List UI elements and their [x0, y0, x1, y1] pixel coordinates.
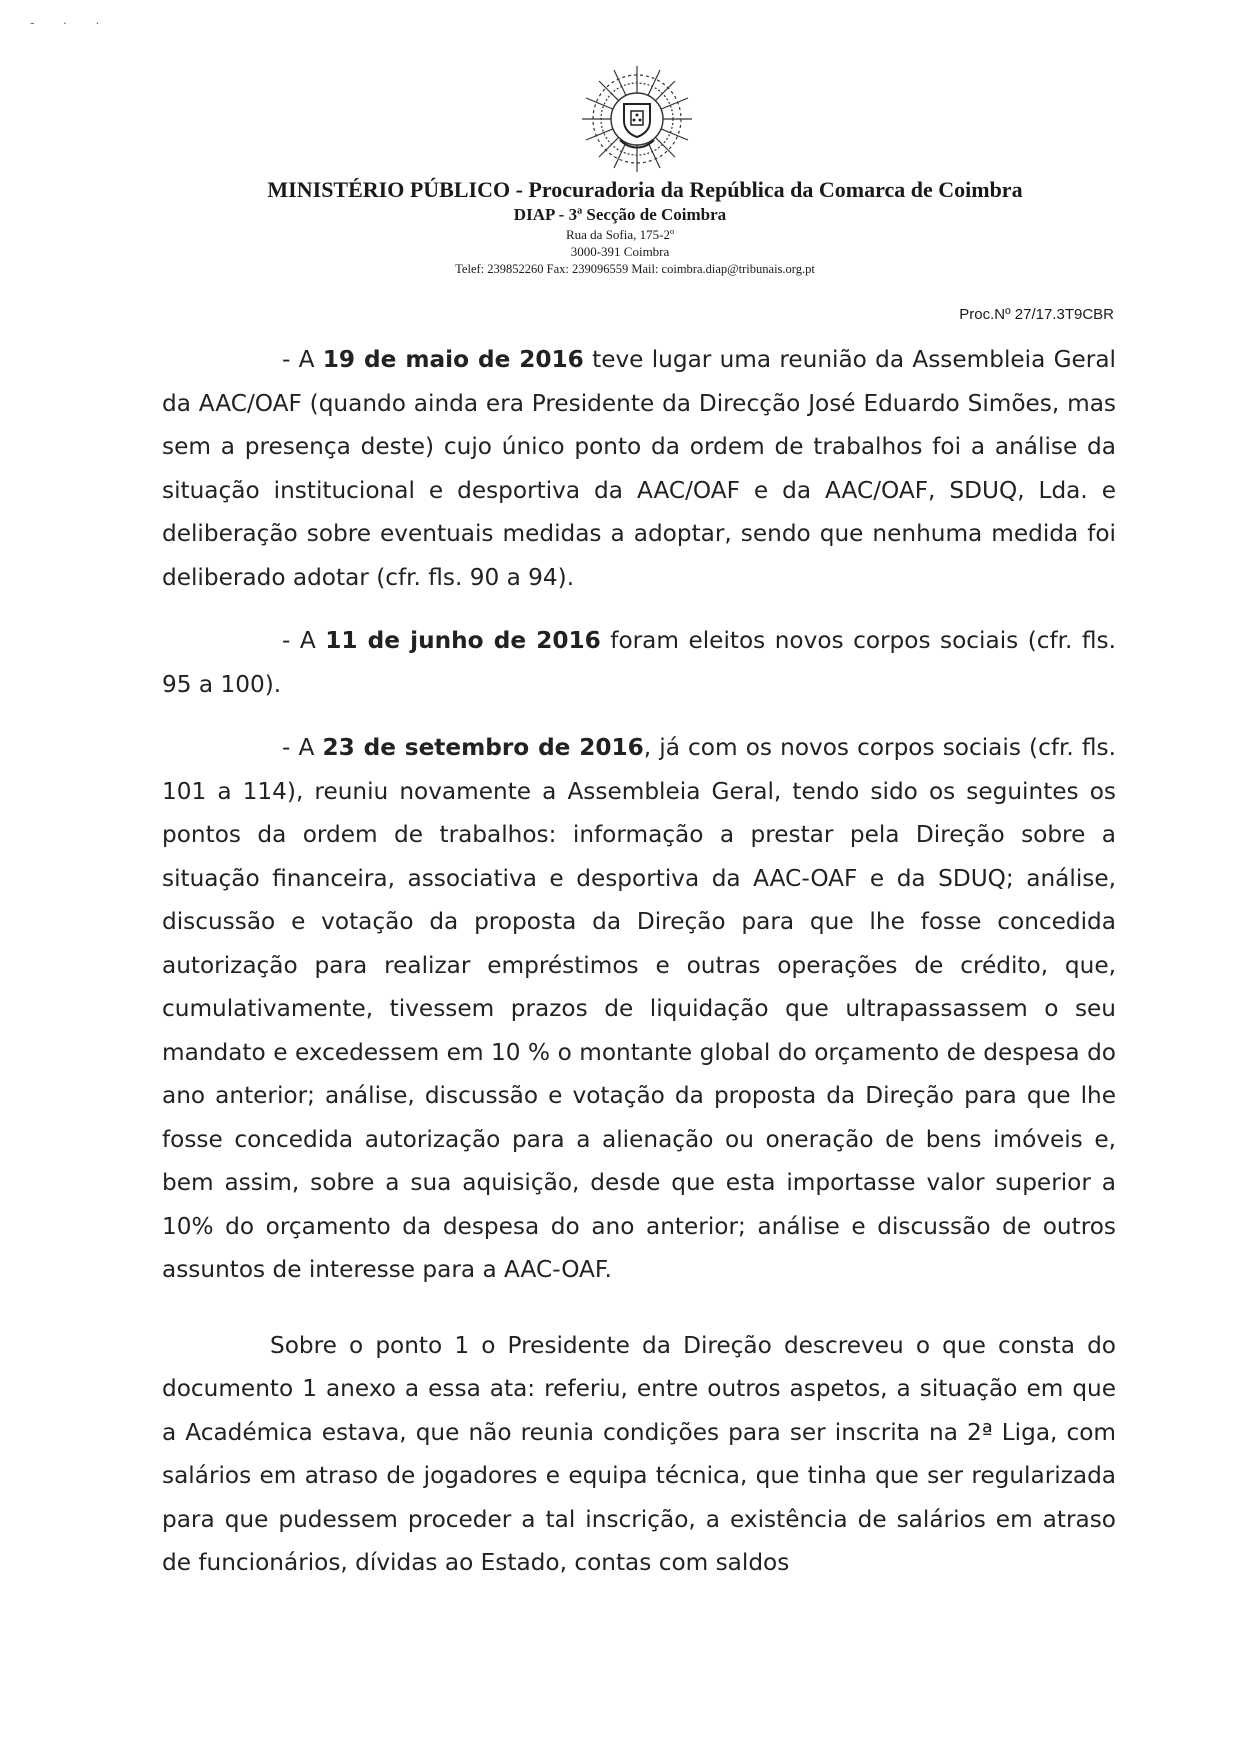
- paragraph-text: foram eleitos novos corpos sociais (cfr. fls. 95 a 100).: [162, 627, 1116, 698]
- postal-code: 3000-391 Coimbra: [570, 244, 670, 259]
- paragraph-text: , já com os novos corpos sociais (cfr. fls. 101 a 114), reuniu novamente a Assembleia Geral, tendo sido os seguintes os pontos da ordem de trabalhos: informação a prestar pela Direção sobre a situação financeira, associativa e desportiva da AAC-OAF e da SDUQ; análise, discussão e votação da proposta da Direção para que lhe fosse concedida autorização para realizar empréstimos e outras operações de crédito, que, cumulativamente, tivessem prazos de liquidação que ultrapassassem o seu mandato e excedessem em 10 % o montante global do orçamento de despesa do ano anterior; análise, discussão e votação da proposta da Direção para que lhe fosse concedida autorização para a alienação ou oneração de bens imóveis e, bem assim, sobre a sua aquisição, desde que esta importasse valor superior a 10% do orçamento da despesa do ano anterior; análise e discussão de outros assuntos de interesse para a AAC-OAF.: [162, 734, 1116, 1283]
- section-name: DIAP - 3ª Secção de Coimbra: [513, 205, 727, 224]
- paragraph-may-2016: [162, 338, 1116, 599]
- date-highlight: 23 de setembro de 2016: [322, 734, 644, 761]
- scan-marks: - · ·: [30, 14, 112, 30]
- date-highlight: 19 de maio de 2016: [322, 346, 584, 373]
- contact-line: Telef: 239852260 Fax: 239096559 Mail: coimbra.diap@tribunais.org.pt: [455, 262, 815, 276]
- process-number: Proc.Nº 27/17.3T9CBR: [959, 306, 1114, 323]
- paragraph-prefix: - A: [282, 346, 323, 373]
- coat-of-arms-icon: [574, 62, 700, 176]
- date-highlight: 11 de junho de 2016: [325, 627, 601, 654]
- paragraph-prefix: - A: [282, 734, 323, 761]
- institution-title: MINISTÉRIO PÚBLICO - Procuradoria da República da Comarca de Coimbra: [267, 177, 1023, 202]
- paragraph-june-2016: [162, 619, 1116, 706]
- paragraph-text: teve lugar uma reunião da Assembleia Geral da AAC/OAF (quando ainda era Presidente da Direcção José Eduardo Simões, mas sem a presença deste) cujo único ponto da ordem de trabalhos foi a análise da situação institucional e desportiva da AAC/OAF e da AAC/OAF, SDUQ, Lda. e deliberação sobre eventuais medidas a adoptar, sendo que nenhuma medida foi deliberado adotar (cfr. fls. 90 a 94).: [162, 346, 1116, 591]
- letterhead: [0, 176, 1240, 278]
- paragraph-september-2016: [162, 726, 1116, 1292]
- document-body: [162, 338, 1116, 1605]
- paragraph-prefix: - A: [282, 627, 326, 654]
- paragraph-point-1: Sobre o ponto 1 o Presidente da Direção descreveu o que consta do documento 1 anexo a essa ata: referiu, entre outros aspetos, a situação em que a Académica estava, que não reunia condições para ser inscrita na 2ª Liga, com salários em atraso de jogadores e equipa técnica, que tinha que ser regularizada para que pudessem proceder a tal inscrição, a existência de salários em atraso de funcionários, dívidas ao Estado, contas com saldos: [162, 1331, 1116, 1576]
- street-address: Rua da Sofia, 175-2º: [565, 227, 674, 242]
